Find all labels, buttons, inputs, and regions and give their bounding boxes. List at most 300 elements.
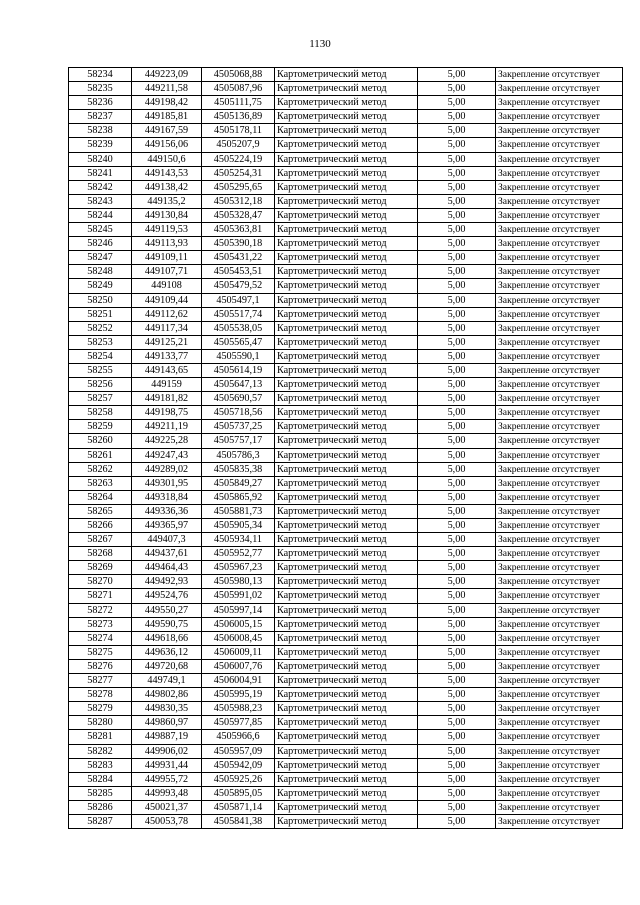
x-coordinate-cell: 449156,06 (132, 138, 202, 152)
table-row (69, 194, 623, 208)
method-cell: Картометрический метод (275, 307, 418, 321)
table-row (69, 659, 623, 673)
x-coordinate-cell: 449113,93 (132, 237, 202, 251)
method-cell: Картометрический метод (275, 251, 418, 265)
table-row (69, 800, 623, 814)
accuracy-cell: 5,00 (418, 490, 496, 504)
fixation-cell: Закрепление отсутствует (496, 702, 623, 716)
point-number-cell: 58279 (69, 702, 132, 716)
method-cell: Картометрический метод (275, 82, 418, 96)
method-cell: Картометрический метод (275, 631, 418, 645)
fixation-cell: Закрепление отсутствует (496, 533, 623, 547)
accuracy-cell: 5,00 (418, 335, 496, 349)
point-number-cell: 58255 (69, 363, 132, 377)
y-coordinate-cell: 4505934,11 (202, 533, 275, 547)
y-coordinate-cell: 4505849,27 (202, 476, 275, 490)
table-row (69, 321, 623, 335)
table-row (69, 589, 623, 603)
fixation-cell: Закрепление отсутствует (496, 758, 623, 772)
method-cell: Картометрический метод (275, 758, 418, 772)
y-coordinate-cell: 4505865,92 (202, 490, 275, 504)
fixation-cell: Закрепление отсутствует (496, 674, 623, 688)
table-row (69, 363, 623, 377)
fixation-cell: Закрепление отсутствует (496, 251, 623, 265)
method-cell: Картометрический метод (275, 448, 418, 462)
accuracy-cell: 5,00 (418, 561, 496, 575)
x-coordinate-cell: 449906,02 (132, 744, 202, 758)
fixation-cell: Закрепление отсутствует (496, 716, 623, 730)
x-coordinate-cell: 449117,34 (132, 321, 202, 335)
table-row (69, 434, 623, 448)
x-coordinate-cell: 449365,97 (132, 519, 202, 533)
fixation-cell: Закрепление отсутствует (496, 603, 623, 617)
fixation-cell: Закрепление отсутствует (496, 180, 623, 194)
fixation-cell: Закрепление отсутствует (496, 659, 623, 673)
y-coordinate-cell: 4505390,18 (202, 237, 275, 251)
point-number-cell: 58238 (69, 124, 132, 138)
point-number-cell: 58272 (69, 603, 132, 617)
x-coordinate-cell: 449119,53 (132, 223, 202, 237)
fixation-cell: Закрепление отсутствует (496, 363, 623, 377)
fixation-cell: Закрепление отсутствует (496, 617, 623, 631)
point-number-cell: 58264 (69, 490, 132, 504)
x-coordinate-cell: 449318,84 (132, 490, 202, 504)
point-number-cell: 58286 (69, 800, 132, 814)
fixation-cell: Закрепление отсутствует (496, 645, 623, 659)
y-coordinate-cell: 4506008,45 (202, 631, 275, 645)
x-coordinate-cell: 449225,28 (132, 434, 202, 448)
point-number-cell: 58256 (69, 378, 132, 392)
point-number-cell: 58277 (69, 674, 132, 688)
y-coordinate-cell: 4505690,57 (202, 392, 275, 406)
accuracy-cell: 5,00 (418, 265, 496, 279)
point-number-cell: 58242 (69, 180, 132, 194)
x-coordinate-cell: 449198,42 (132, 96, 202, 110)
accuracy-cell: 5,00 (418, 533, 496, 547)
method-cell: Картометрический метод (275, 152, 418, 166)
accuracy-cell: 5,00 (418, 293, 496, 307)
point-number-cell: 58274 (69, 631, 132, 645)
fixation-cell: Закрепление отсутствует (496, 110, 623, 124)
y-coordinate-cell: 4505178,11 (202, 124, 275, 138)
accuracy-cell: 5,00 (418, 772, 496, 786)
table-row (69, 152, 623, 166)
point-number-cell: 58253 (69, 335, 132, 349)
x-coordinate-cell: 449550,27 (132, 603, 202, 617)
accuracy-cell: 5,00 (418, 476, 496, 490)
fixation-cell: Закрепление отсутствует (496, 462, 623, 476)
x-coordinate-cell: 450053,78 (132, 814, 202, 828)
accuracy-cell: 5,00 (418, 504, 496, 518)
method-cell: Картометрический метод (275, 110, 418, 124)
point-number-cell: 58265 (69, 504, 132, 518)
accuracy-cell: 5,00 (418, 251, 496, 265)
table-row (69, 166, 623, 180)
method-cell: Картометрический метод (275, 406, 418, 420)
y-coordinate-cell: 4505590,1 (202, 349, 275, 363)
fixation-cell: Закрепление отсутствует (496, 504, 623, 518)
y-coordinate-cell: 4505967,23 (202, 561, 275, 575)
table-row (69, 476, 623, 490)
point-number-cell: 58261 (69, 448, 132, 462)
fixation-cell: Закрепление отсутствует (496, 476, 623, 490)
point-number-cell: 58262 (69, 462, 132, 476)
point-number-cell: 58287 (69, 814, 132, 828)
fixation-cell: Закрепление отсутствует (496, 68, 623, 82)
point-number-cell: 58263 (69, 476, 132, 490)
x-coordinate-cell: 449167,59 (132, 124, 202, 138)
accuracy-cell: 5,00 (418, 349, 496, 363)
accuracy-cell: 5,00 (418, 406, 496, 420)
accuracy-cell: 5,00 (418, 519, 496, 533)
point-number-cell: 58250 (69, 293, 132, 307)
fixation-cell: Закрепление отсутствует (496, 730, 623, 744)
fixation-cell: Закрепление отсутствует (496, 321, 623, 335)
table-row (69, 603, 623, 617)
point-number-cell: 58266 (69, 519, 132, 533)
accuracy-cell: 5,00 (418, 575, 496, 589)
fixation-cell: Закрепление отсутствует (496, 800, 623, 814)
fixation-cell: Закрепление отсутствует (496, 547, 623, 561)
method-cell: Картометрический метод (275, 68, 418, 82)
accuracy-cell: 5,00 (418, 603, 496, 617)
table-row (69, 349, 623, 363)
method-cell: Картометрический метод (275, 589, 418, 603)
fixation-cell: Закрепление отсутствует (496, 124, 623, 138)
accuracy-cell: 5,00 (418, 786, 496, 800)
x-coordinate-cell: 449211,58 (132, 82, 202, 96)
method-cell: Картометрический метод (275, 702, 418, 716)
accuracy-cell: 5,00 (418, 547, 496, 561)
accuracy-cell: 5,00 (418, 462, 496, 476)
method-cell: Картометрический метод (275, 716, 418, 730)
accuracy-cell: 5,00 (418, 223, 496, 237)
x-coordinate-cell: 449198,75 (132, 406, 202, 420)
point-number-cell: 58254 (69, 349, 132, 363)
accuracy-cell: 5,00 (418, 180, 496, 194)
fixation-cell: Закрепление отсутствует (496, 152, 623, 166)
y-coordinate-cell: 4505538,05 (202, 321, 275, 335)
fixation-cell: Закрепление отсутствует (496, 138, 623, 152)
accuracy-cell: 5,00 (418, 420, 496, 434)
y-coordinate-cell: 4505363,81 (202, 223, 275, 237)
table-row (69, 335, 623, 349)
fixation-cell: Закрепление отсутствует (496, 279, 623, 293)
accuracy-cell: 5,00 (418, 138, 496, 152)
x-coordinate-cell: 449931,44 (132, 758, 202, 772)
x-coordinate-cell: 449130,84 (132, 208, 202, 222)
fixation-cell: Закрепление отсутствует (496, 420, 623, 434)
fixation-cell: Закрепление отсутствует (496, 490, 623, 504)
x-coordinate-cell: 449159 (132, 378, 202, 392)
x-coordinate-cell: 449720,68 (132, 659, 202, 673)
x-coordinate-cell: 449107,71 (132, 265, 202, 279)
y-coordinate-cell: 4505254,31 (202, 166, 275, 180)
fixation-cell: Закрепление отсутствует (496, 786, 623, 800)
method-cell: Картометрический метод (275, 814, 418, 828)
y-coordinate-cell: 4505977,85 (202, 716, 275, 730)
x-coordinate-cell: 449749,1 (132, 674, 202, 688)
point-number-cell: 58239 (69, 138, 132, 152)
point-number-cell: 58260 (69, 434, 132, 448)
x-coordinate-cell: 449109,11 (132, 251, 202, 265)
accuracy-cell: 5,00 (418, 674, 496, 688)
table-row (69, 378, 623, 392)
fixation-cell: Закрепление отсутствует (496, 631, 623, 645)
fixation-cell: Закрепление отсутствует (496, 307, 623, 321)
y-coordinate-cell: 4505952,77 (202, 547, 275, 561)
accuracy-cell: 5,00 (418, 434, 496, 448)
point-number-cell: 58273 (69, 617, 132, 631)
accuracy-cell: 5,00 (418, 194, 496, 208)
page-number: 1130 (309, 38, 331, 50)
point-number-cell: 58285 (69, 786, 132, 800)
point-number-cell: 58284 (69, 772, 132, 786)
y-coordinate-cell: 4505312,18 (202, 194, 275, 208)
y-coordinate-cell: 4505841,38 (202, 814, 275, 828)
table-row (69, 744, 623, 758)
x-coordinate-cell: 449143,65 (132, 363, 202, 377)
accuracy-cell: 5,00 (418, 589, 496, 603)
x-coordinate-cell: 449464,43 (132, 561, 202, 575)
y-coordinate-cell: 4505757,17 (202, 434, 275, 448)
fixation-cell: Закрепление отсутствует (496, 575, 623, 589)
y-coordinate-cell: 4506009,11 (202, 645, 275, 659)
fixation-cell: Закрепление отсутствует (496, 82, 623, 96)
point-number-cell: 58278 (69, 688, 132, 702)
point-number-cell: 58248 (69, 265, 132, 279)
fixation-cell: Закрепление отсутствует (496, 166, 623, 180)
fixation-cell: Закрепление отсутствует (496, 434, 623, 448)
accuracy-cell: 5,00 (418, 800, 496, 814)
fixation-cell: Закрепление отсутствует (496, 349, 623, 363)
fixation-cell: Закрепление отсутствует (496, 293, 623, 307)
accuracy-cell: 5,00 (418, 96, 496, 110)
table-row (69, 631, 623, 645)
method-cell: Картометрический метод (275, 138, 418, 152)
fixation-cell: Закрепление отсутствует (496, 406, 623, 420)
method-cell: Картометрический метод (275, 293, 418, 307)
y-coordinate-cell: 4506007,76 (202, 659, 275, 673)
table-row (69, 251, 623, 265)
table-row (69, 110, 623, 124)
x-coordinate-cell: 449618,66 (132, 631, 202, 645)
y-coordinate-cell: 4505224,19 (202, 152, 275, 166)
method-cell: Картометрический метод (275, 674, 418, 688)
x-coordinate-cell: 449636,12 (132, 645, 202, 659)
table-row (69, 96, 623, 110)
table-row (69, 547, 623, 561)
method-cell: Картометрический метод (275, 617, 418, 631)
y-coordinate-cell: 4505786,3 (202, 448, 275, 462)
table-row (69, 82, 623, 96)
method-cell: Картометрический метод (275, 772, 418, 786)
point-number-cell: 58268 (69, 547, 132, 561)
y-coordinate-cell: 4505991,02 (202, 589, 275, 603)
x-coordinate-cell: 449993,48 (132, 786, 202, 800)
point-number-cell: 58259 (69, 420, 132, 434)
accuracy-cell: 5,00 (418, 321, 496, 335)
accuracy-cell: 5,00 (418, 645, 496, 659)
point-number-cell: 58235 (69, 82, 132, 96)
fixation-cell: Закрепление отсутствует (496, 378, 623, 392)
y-coordinate-cell: 4505328,47 (202, 208, 275, 222)
fixation-cell: Закрепление отсутствует (496, 265, 623, 279)
table-row (69, 462, 623, 476)
x-coordinate-cell: 449301,95 (132, 476, 202, 490)
x-coordinate-cell: 449112,62 (132, 307, 202, 321)
table-row (69, 758, 623, 772)
table-row (69, 279, 623, 293)
method-cell: Картометрический метод (275, 744, 418, 758)
accuracy-cell: 5,00 (418, 631, 496, 645)
point-number-cell: 58267 (69, 533, 132, 547)
point-number-cell: 58257 (69, 392, 132, 406)
point-number-cell: 58234 (69, 68, 132, 82)
table-row (69, 138, 623, 152)
method-cell: Картометрический метод (275, 519, 418, 533)
accuracy-cell: 5,00 (418, 730, 496, 744)
x-coordinate-cell: 449181,82 (132, 392, 202, 406)
method-cell: Картометрический метод (275, 378, 418, 392)
x-coordinate-cell: 449135,2 (132, 194, 202, 208)
point-number-cell: 58249 (69, 279, 132, 293)
accuracy-cell: 5,00 (418, 363, 496, 377)
table-row (69, 674, 623, 688)
table-row (69, 392, 623, 406)
y-coordinate-cell: 4505835,38 (202, 462, 275, 476)
y-coordinate-cell: 4505614,19 (202, 363, 275, 377)
point-number-cell: 58258 (69, 406, 132, 420)
accuracy-cell: 5,00 (418, 758, 496, 772)
y-coordinate-cell: 4505988,23 (202, 702, 275, 716)
fixation-cell: Закрепление отсутствует (496, 392, 623, 406)
method-cell: Картометрический метод (275, 504, 418, 518)
y-coordinate-cell: 4505565,47 (202, 335, 275, 349)
y-coordinate-cell: 4505925,26 (202, 772, 275, 786)
y-coordinate-cell: 4506004,91 (202, 674, 275, 688)
method-cell: Картометрический метод (275, 547, 418, 561)
fixation-cell: Закрепление отсутствует (496, 208, 623, 222)
y-coordinate-cell: 4505431,22 (202, 251, 275, 265)
table-row (69, 223, 623, 237)
x-coordinate-cell: 450021,37 (132, 800, 202, 814)
method-cell: Картометрический метод (275, 223, 418, 237)
point-number-cell: 58237 (69, 110, 132, 124)
accuracy-cell: 5,00 (418, 617, 496, 631)
y-coordinate-cell: 4505497,1 (202, 293, 275, 307)
point-number-cell: 58270 (69, 575, 132, 589)
y-coordinate-cell: 4505957,09 (202, 744, 275, 758)
point-number-cell: 58241 (69, 166, 132, 180)
y-coordinate-cell: 4505942,09 (202, 758, 275, 772)
fixation-cell: Закрепление отсутствует (496, 772, 623, 786)
y-coordinate-cell: 4505111,75 (202, 96, 275, 110)
fixation-cell: Закрепление отсутствует (496, 519, 623, 533)
y-coordinate-cell: 4505895,05 (202, 786, 275, 800)
table-row (69, 124, 623, 138)
accuracy-cell: 5,00 (418, 110, 496, 124)
x-coordinate-cell: 449133,77 (132, 349, 202, 363)
point-number-cell: 58271 (69, 589, 132, 603)
table-row (69, 293, 623, 307)
method-cell: Картометрический метод (275, 462, 418, 476)
method-cell: Картометрический метод (275, 194, 418, 208)
x-coordinate-cell: 449524,76 (132, 589, 202, 603)
method-cell: Картометрический метод (275, 279, 418, 293)
accuracy-cell: 5,00 (418, 124, 496, 138)
x-coordinate-cell: 449125,21 (132, 335, 202, 349)
accuracy-cell: 5,00 (418, 378, 496, 392)
y-coordinate-cell: 4505136,89 (202, 110, 275, 124)
method-cell: Картометрический метод (275, 800, 418, 814)
x-coordinate-cell: 449407,3 (132, 533, 202, 547)
table-row (69, 533, 623, 547)
method-cell: Картометрический метод (275, 490, 418, 504)
point-number-cell: 58246 (69, 237, 132, 251)
y-coordinate-cell: 4505871,14 (202, 800, 275, 814)
point-number-cell: 58251 (69, 307, 132, 321)
table-row (69, 504, 623, 518)
accuracy-cell: 5,00 (418, 166, 496, 180)
table-row (69, 208, 623, 222)
point-number-cell: 58245 (69, 223, 132, 237)
x-coordinate-cell: 449223,09 (132, 68, 202, 82)
method-cell: Картометрический метод (275, 335, 418, 349)
table-body (69, 68, 623, 829)
table-row (69, 702, 623, 716)
x-coordinate-cell: 449109,44 (132, 293, 202, 307)
y-coordinate-cell: 4505068,88 (202, 68, 275, 82)
table-row (69, 645, 623, 659)
point-number-cell: 58247 (69, 251, 132, 265)
method-cell: Картометрический метод (275, 180, 418, 194)
x-coordinate-cell: 449887,19 (132, 730, 202, 744)
table-row (69, 490, 623, 504)
method-cell: Картометрический метод (275, 166, 418, 180)
method-cell: Картометрический метод (275, 349, 418, 363)
y-coordinate-cell: 4505737,25 (202, 420, 275, 434)
method-cell: Картометрический метод (275, 659, 418, 673)
y-coordinate-cell: 4505479,52 (202, 279, 275, 293)
x-coordinate-cell: 449955,72 (132, 772, 202, 786)
accuracy-cell: 5,00 (418, 237, 496, 251)
method-cell: Картометрический метод (275, 124, 418, 138)
table-row (69, 307, 623, 321)
x-coordinate-cell: 449143,53 (132, 166, 202, 180)
accuracy-cell: 5,00 (418, 744, 496, 758)
y-coordinate-cell: 4505453,51 (202, 265, 275, 279)
y-coordinate-cell: 4505997,14 (202, 603, 275, 617)
point-number-cell: 58269 (69, 561, 132, 575)
accuracy-cell: 5,00 (418, 688, 496, 702)
table-row (69, 688, 623, 702)
y-coordinate-cell: 4505718,56 (202, 406, 275, 420)
method-cell: Картометрический метод (275, 237, 418, 251)
accuracy-cell: 5,00 (418, 208, 496, 222)
accuracy-cell: 5,00 (418, 448, 496, 462)
table-row (69, 561, 623, 575)
method-cell: Картометрический метод (275, 688, 418, 702)
table-row (69, 420, 623, 434)
y-coordinate-cell: 4505647,13 (202, 378, 275, 392)
x-coordinate-cell: 449108 (132, 279, 202, 293)
y-coordinate-cell: 4505087,96 (202, 82, 275, 96)
method-cell: Картометрический метод (275, 96, 418, 110)
table-row (69, 180, 623, 194)
point-number-cell: 58244 (69, 208, 132, 222)
fixation-cell: Закрепление отсутствует (496, 194, 623, 208)
